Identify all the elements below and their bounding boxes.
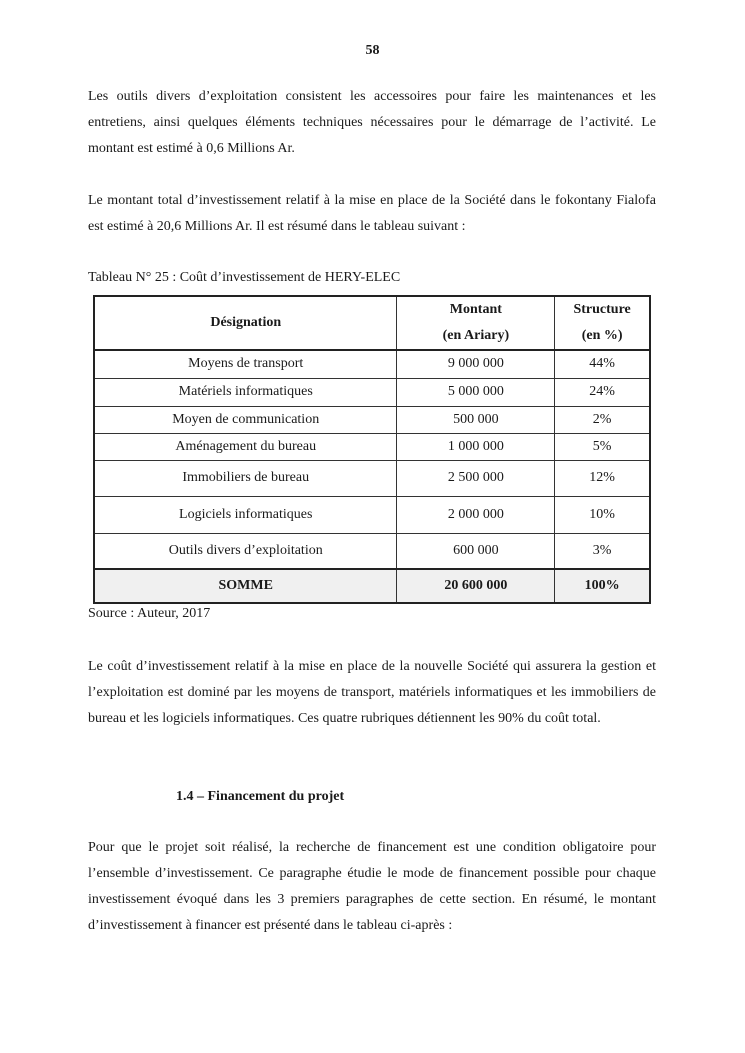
cell-structure: 44% [555, 350, 650, 378]
table-row [94, 378, 650, 406]
cell-structure: 12% [555, 460, 650, 496]
cell-montant: 500 000 [397, 406, 555, 433]
cell-designation: Logiciels informatiques [94, 496, 397, 533]
section-heading: 1.4 – Financement du projet [176, 789, 345, 804]
table-row [94, 350, 650, 378]
total-structure: 100% [555, 569, 650, 603]
header-montant-line2: (en Ariary) [442, 328, 510, 343]
total-designation: SOMME [94, 569, 397, 603]
cell-montant: 2 500 000 [397, 460, 555, 496]
table-row [94, 496, 650, 533]
table-row [94, 460, 650, 496]
page-number: 58 [365, 43, 380, 58]
cell-designation: Matériels informatiques [94, 378, 397, 406]
table-row [94, 533, 650, 569]
cell-designation: Outils divers d’exploitation [94, 533, 397, 569]
cell-structure: 10% [555, 496, 650, 533]
cell-montant: 5 000 000 [397, 378, 555, 406]
paragraph-analyse-cout: Le coût d’investissement relatif à la mise en place de la nouvelle Société qui assurera la gestion et l’exploitation est dominé par les moyens de transport, matériels informatiques et les immobiliers de bureau et les logiciels informatiques. Ces quatre rubriques détiennent les 90% du coût total. [88, 659, 656, 726]
table-row [94, 406, 650, 433]
table-caption: Tableau N° 25 : Coût d’investissement de HERY-ELEC [88, 270, 401, 285]
header-structure-line2: (en %) [581, 328, 623, 343]
table-total-row [94, 569, 650, 603]
cell-montant: 600 000 [397, 533, 555, 569]
header-montant [397, 296, 555, 350]
cell-designation: Moyens de transport [94, 350, 397, 378]
header-montant-line1: Montant [449, 302, 502, 317]
cell-montant: 2 000 000 [397, 496, 555, 533]
table-row [94, 433, 650, 460]
cell-montant: 1 000 000 [397, 433, 555, 460]
cell-designation: Aménagement du bureau [94, 433, 397, 460]
cell-structure: 3% [555, 533, 650, 569]
investment-cost-table [93, 295, 651, 604]
header-structure-line1: Structure [573, 302, 631, 317]
cell-designation: Immobiliers de bureau [94, 460, 397, 496]
total-montant: 20 600 000 [397, 569, 555, 603]
paragraph-outils-divers: Les outils divers d’exploitation consistent les accessoires pour faire les maintenances et les entretiens, ainsi quelques éléments techniques nécessaires pour le démarrage de l’activité. Le montant est estimé à 0,6 Millions Ar. [88, 89, 656, 156]
cell-structure: 5% [555, 433, 650, 460]
header-structure [555, 296, 650, 350]
paragraph-financement: Pour que le projet soit réalisé, la recherche de financement est une condition obligatoire pour l’ensemble d’investissement. Ce paragraphe étudie le mode de financement possible pour chaque investissement évoqué dans les 3 premiers paragraphes de cette section. En résumé, le montant d’investissement à financer est présenté dans le tableau ci-après : [88, 840, 656, 933]
cell-structure: 2% [555, 406, 650, 433]
table-source: Source : Auteur, 2017 [88, 606, 211, 621]
header-designation: Désignation [94, 296, 397, 350]
cell-montant: 9 000 000 [397, 350, 555, 378]
cell-structure: 24% [555, 378, 650, 406]
paragraph-montant-total: Le montant total d’investissement relatif à la mise en place de la Société dans le fokontany Fialofa est estimé à 20,6 Millions Ar. Il est résumé dans le tableau suivant : [88, 193, 656, 234]
cell-designation: Moyen de communication [94, 406, 397, 433]
